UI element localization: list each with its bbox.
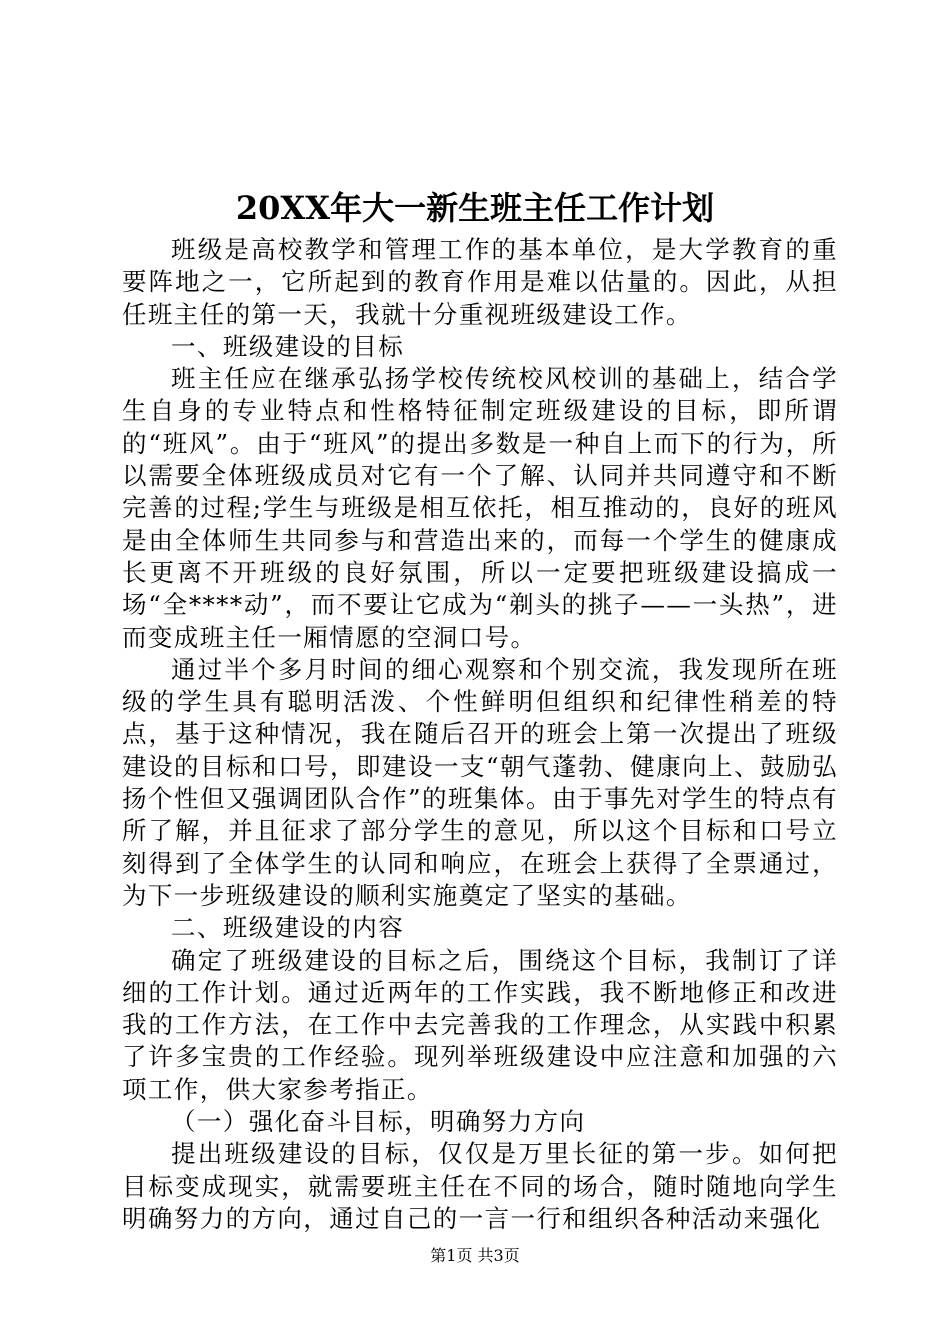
- paragraph-goal-1: 班主任应在继承弘扬学校传统校风校训的基础上，结合学生自身的专业特点和性格特征制定班级建设的目标，即所谓的“班风”。由于“班风”的提出多数是一种自上而下的行为，所以需要全体班级成员对它有一个了解、认同并共同遵守和不断完善的过程;学生与班级是相互依托，相互推动的，良好的班风是由全体师生共同参与和营造出来的，而每一个学生的健康成长更离不开班级的良好氛围，所以一定要把班级建设搞成一场“全****动”，而不要让它成为“剃头的挑子——一头热”，进而变成班主任一厢情愿的空洞口号。: [122, 364, 838, 652]
- page-number: 第1页 共3页: [430, 1246, 520, 1265]
- paragraph-goal-2: 通过半个多月时间的细心观察和个别交流，我发现所在班级的学生具有聪明活泼、个性鲜明但组织和纪律性稍差的特点，基于这种情况，我在随后召开的班会上第一次提出了班级建设的目标和口号，即建设一支“朝气蓬勃、健康向上、鼓励弘扬个性但又强调团队合作”的班集体。由于事先对学生的特点有所了解，并且征求了部分学生的意见，所以这个目标和口号立刻得到了全体学生的认同和响应，在班会上获得了全票通过，为下一步班级建设的顺利实施奠定了坚实的基础。: [122, 654, 838, 910]
- section-heading-goal: 一、班级建设的目标: [171, 331, 405, 361]
- document-body: [122, 234, 838, 1235]
- paragraph-content-1: 确定了班级建设的目标之后，围绕这个目标，我制订了详细的工作计划。通过近两年的工作实践，我不断地修正和改进我的工作方法，在工作中去完善我的工作理念，从实践中积累了许多宝贵的工作经验。现列举班级建设中应注意和加强的六项工作，供大家参考指正。: [122, 945, 838, 1104]
- page-title: 20XX年大一新生班主任工作计划: [235, 189, 715, 227]
- paragraph-intro: 班级是高校教学和管理工作的基本单位，是大学教育的重要阵地之一，它所起到的教育作用是难以估量的。因此，从担任班主任的第一天，我就十分重视班级建设工作。: [122, 235, 838, 329]
- subsection-heading-1: （一）强化奋斗目标，明确努力方向: [171, 1107, 586, 1137]
- section-heading-content: 二、班级建设的内容: [171, 913, 405, 943]
- paragraph-content-2: 提出班级建设的目标，仅仅是万里长征的第一步。如何把目标变成现实，就需要班主任在不同的场合，随时随地向学生明确努力的方向，通过自己的一言一行和组织各种活动来强化: [122, 1139, 838, 1233]
